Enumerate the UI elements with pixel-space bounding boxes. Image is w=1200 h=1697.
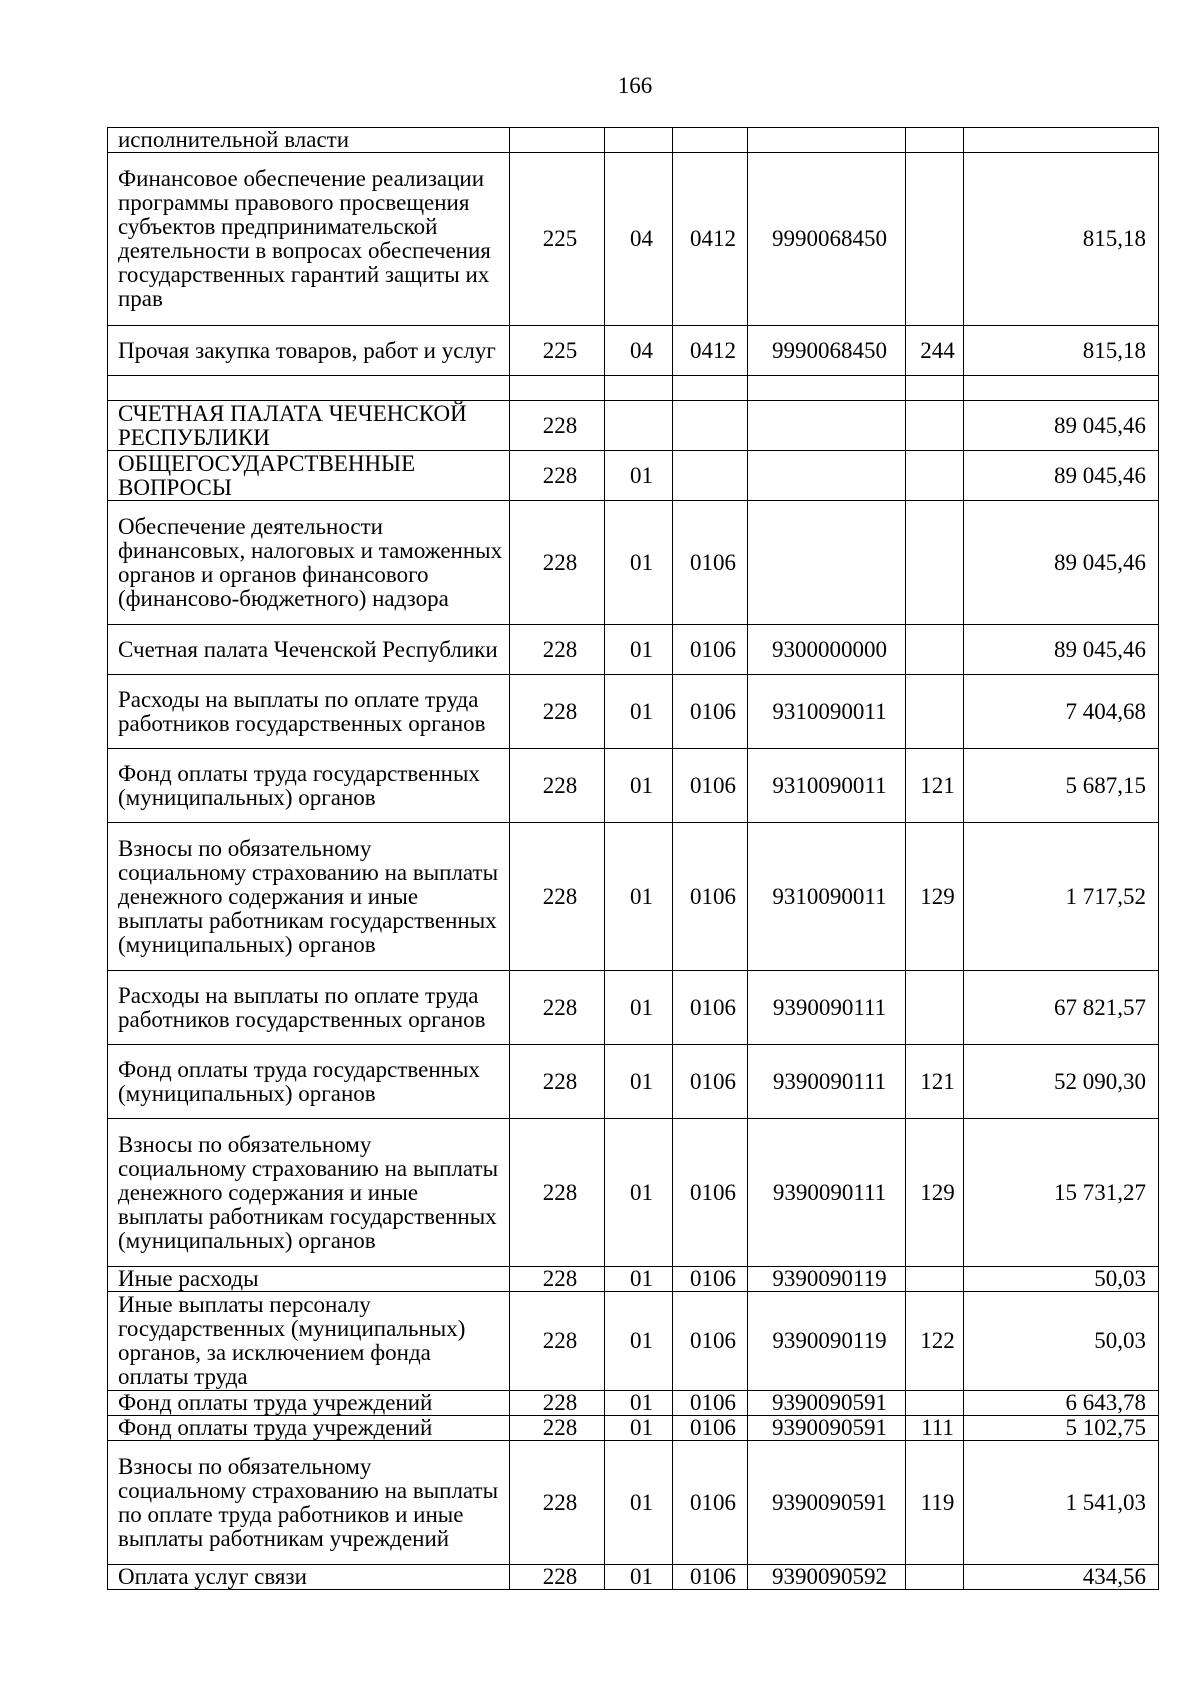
row-name: Прочая закупка товаров, работ и услуг (108, 326, 510, 376)
row-pr: 0106 (673, 1267, 748, 1292)
row-name: Взносы по обязательному социальному страхованию на выплаты денежного содержания и иные выплаты работникам государственных (муниципальных) органов (108, 1119, 510, 1267)
row-ved: 228 (510, 401, 605, 451)
row-vr (906, 1565, 964, 1590)
row-name: Оплата услуг связи (108, 1565, 510, 1590)
table-row (108, 1565, 1159, 1590)
row-csr: 9310090011 (748, 749, 906, 823)
row-csr (748, 401, 906, 451)
row-sum: 815,18 (964, 326, 1159, 376)
row-ved (510, 128, 605, 153)
row-ved: 225 (510, 326, 605, 376)
row-name: Счетная палата Чеченской Республики (108, 625, 510, 675)
table-row (108, 625, 1159, 675)
table-row (108, 1267, 1159, 1292)
row-vr (906, 401, 964, 451)
row-ved: 228 (510, 451, 605, 501)
table-row (108, 153, 1159, 326)
row-vr (906, 501, 964, 625)
row-rz: 01 (605, 1045, 673, 1119)
row-rz: 01 (605, 823, 673, 971)
row-csr: 9390090591 (748, 1391, 906, 1416)
row-pr: 0106 (673, 823, 748, 971)
row-csr: 9390090111 (748, 1119, 906, 1267)
row-rz: 01 (605, 749, 673, 823)
row-name: Фонд оплаты труда учреждений (108, 1416, 510, 1441)
row-sum: 1 717,52 (964, 823, 1159, 971)
row-csr: 9310090011 (748, 823, 906, 971)
table-row (108, 1441, 1159, 1565)
row-csr: 9390090119 (748, 1267, 906, 1292)
row-csr: 9310090011 (748, 675, 906, 749)
row-vr: 119 (906, 1441, 964, 1565)
row-csr (748, 451, 906, 501)
table-row (108, 128, 1159, 153)
row-pr: 0412 (673, 153, 748, 326)
row-csr: 9390090591 (748, 1441, 906, 1565)
table-row (108, 675, 1159, 749)
row-rz: 01 (605, 675, 673, 749)
row-pr: 0106 (673, 971, 748, 1045)
row-csr (748, 501, 906, 625)
row-ved: 228 (510, 823, 605, 971)
table-row (108, 823, 1159, 971)
row-sum: 1 541,03 (964, 1441, 1159, 1565)
row-sum: 52 090,30 (964, 1045, 1159, 1119)
row-ved: 228 (510, 1416, 605, 1441)
table-row (108, 326, 1159, 376)
row-sum: 6 643,78 (964, 1391, 1159, 1416)
row-rz (605, 128, 673, 153)
row-name: Расходы на выплаты по оплате труда работников государственных органов (108, 971, 510, 1045)
row-name: СЧЕТНАЯ ПАЛАТА ЧЕЧЕНСКОЙ РЕСПУБЛИКИ (108, 401, 510, 451)
row-rz: 01 (605, 1119, 673, 1267)
table-row (108, 376, 1159, 401)
row-pr: 0106 (673, 625, 748, 675)
row-pr: 0106 (673, 1565, 748, 1590)
row-ved: 228 (510, 749, 605, 823)
row-rz: 01 (605, 1565, 673, 1590)
row-pr (673, 401, 748, 451)
table-row (108, 501, 1159, 625)
row-pr: 0412 (673, 326, 748, 376)
row-vr (906, 153, 964, 326)
row-csr: 9390090591 (748, 1416, 906, 1441)
row-vr (906, 1267, 964, 1292)
row-csr (748, 376, 906, 401)
row-name: Фонд оплаты труда государственных (муниципальных) органов (108, 749, 510, 823)
row-ved: 225 (510, 153, 605, 326)
row-name: Иные выплаты персоналу государственных (муниципальных) органов, за исключением фонда оплаты труда (108, 1292, 510, 1391)
row-sum: 434,56 (964, 1565, 1159, 1590)
row-ved: 228 (510, 1441, 605, 1565)
row-ved: 228 (510, 1391, 605, 1416)
row-sum (964, 376, 1159, 401)
row-rz: 01 (605, 1441, 673, 1565)
row-ved: 228 (510, 1565, 605, 1590)
row-sum: 89 045,46 (964, 451, 1159, 501)
row-rz: 01 (605, 1391, 673, 1416)
row-name: Иные расходы (108, 1267, 510, 1292)
row-name (108, 376, 510, 401)
row-vr: 244 (906, 326, 964, 376)
row-sum: 7 404,68 (964, 675, 1159, 749)
row-csr (748, 128, 906, 153)
row-rz: 01 (605, 625, 673, 675)
row-pr: 0106 (673, 1292, 748, 1391)
row-name: Расходы на выплаты по оплате труда работников государственных органов (108, 675, 510, 749)
row-vr: 122 (906, 1292, 964, 1391)
row-pr (673, 451, 748, 501)
table-row (108, 1119, 1159, 1267)
row-vr (906, 376, 964, 401)
row-rz (605, 376, 673, 401)
row-ved: 228 (510, 971, 605, 1045)
row-vr: 129 (906, 1119, 964, 1267)
row-ved: 228 (510, 1119, 605, 1267)
row-name: Взносы по обязательному социальному страхованию на выплаты денежного содержания и иные выплаты работникам государственных (муниципальных) органов (108, 823, 510, 971)
row-ved: 228 (510, 675, 605, 749)
table-row (108, 451, 1159, 501)
table-row (108, 1416, 1159, 1441)
row-sum: 89 045,46 (964, 401, 1159, 451)
row-rz: 01 (605, 501, 673, 625)
row-csr: 9390090111 (748, 1045, 906, 1119)
row-pr: 0106 (673, 1441, 748, 1565)
row-vr (906, 1391, 964, 1416)
table-row (108, 1391, 1159, 1416)
row-rz: 01 (605, 451, 673, 501)
row-sum: 5 687,15 (964, 749, 1159, 823)
row-vr (906, 625, 964, 675)
row-name: ОБЩЕГОСУДАРСТВЕННЫЕ ВОПРОСЫ (108, 451, 510, 501)
row-ved: 228 (510, 501, 605, 625)
row-rz: 01 (605, 971, 673, 1045)
table-row (108, 749, 1159, 823)
row-pr (673, 376, 748, 401)
row-rz: 01 (605, 1267, 673, 1292)
row-csr: 9390090119 (748, 1292, 906, 1391)
row-pr: 0106 (673, 1391, 748, 1416)
table-row (108, 971, 1159, 1045)
row-pr: 0106 (673, 501, 748, 625)
row-sum: 50,03 (964, 1267, 1159, 1292)
budget-table (107, 127, 1159, 1590)
row-vr (906, 675, 964, 749)
row-sum: 67 821,57 (964, 971, 1159, 1045)
row-sum: 15 731,27 (964, 1119, 1159, 1267)
table-row (108, 1292, 1159, 1391)
page-number: 166 (617, 73, 653, 98)
row-pr: 0106 (673, 675, 748, 749)
row-sum (964, 128, 1159, 153)
row-pr: 0106 (673, 1045, 748, 1119)
row-name: Фонд оплаты труда учреждений (108, 1391, 510, 1416)
row-sum: 50,03 (964, 1292, 1159, 1391)
row-sum: 89 045,46 (964, 625, 1159, 675)
row-csr: 9390090111 (748, 971, 906, 1045)
row-vr (906, 971, 964, 1045)
row-rz: 04 (605, 326, 673, 376)
row-ved: 228 (510, 1267, 605, 1292)
row-name: Взносы по обязательному социальному страхованию на выплаты по оплате труда работников и иные выплаты работникам учреждений (108, 1441, 510, 1565)
row-name: Финансовое обеспечение реализации программы правового просвещения субъектов предпринимательской деятельности в вопросах обеспечения государственных гарантий защиты их прав (108, 153, 510, 326)
row-pr: 0106 (673, 1416, 748, 1441)
row-vr: 121 (906, 1045, 964, 1119)
row-pr (673, 128, 748, 153)
row-pr: 0106 (673, 1119, 748, 1267)
row-rz (605, 401, 673, 451)
row-rz: 01 (605, 1292, 673, 1391)
row-ved (510, 376, 605, 401)
row-rz: 01 (605, 1416, 673, 1441)
row-sum: 5 102,75 (964, 1416, 1159, 1441)
row-vr: 111 (906, 1416, 964, 1441)
row-ved: 228 (510, 1292, 605, 1391)
row-sum: 89 045,46 (964, 501, 1159, 625)
table-row (108, 1045, 1159, 1119)
row-name: исполнительной власти (108, 128, 510, 153)
row-pr: 0106 (673, 749, 748, 823)
row-name: Обеспечение деятельности финансовых, налоговых и таможенных органов и органов финансового (финансово-бюджетного) надзора (108, 501, 510, 625)
row-vr (906, 451, 964, 501)
row-csr: 9300000000 (748, 625, 906, 675)
row-csr: 9390090592 (748, 1565, 906, 1590)
row-ved: 228 (510, 625, 605, 675)
row-csr: 9990068450 (748, 153, 906, 326)
row-vr (906, 128, 964, 153)
row-sum: 815,18 (964, 153, 1159, 326)
row-csr: 9990068450 (748, 326, 906, 376)
row-vr: 129 (906, 823, 964, 971)
row-name: Фонд оплаты труда государственных (муниципальных) органов (108, 1045, 510, 1119)
row-rz: 04 (605, 153, 673, 326)
row-vr: 121 (906, 749, 964, 823)
table-row (108, 401, 1159, 451)
row-ved: 228 (510, 1045, 605, 1119)
